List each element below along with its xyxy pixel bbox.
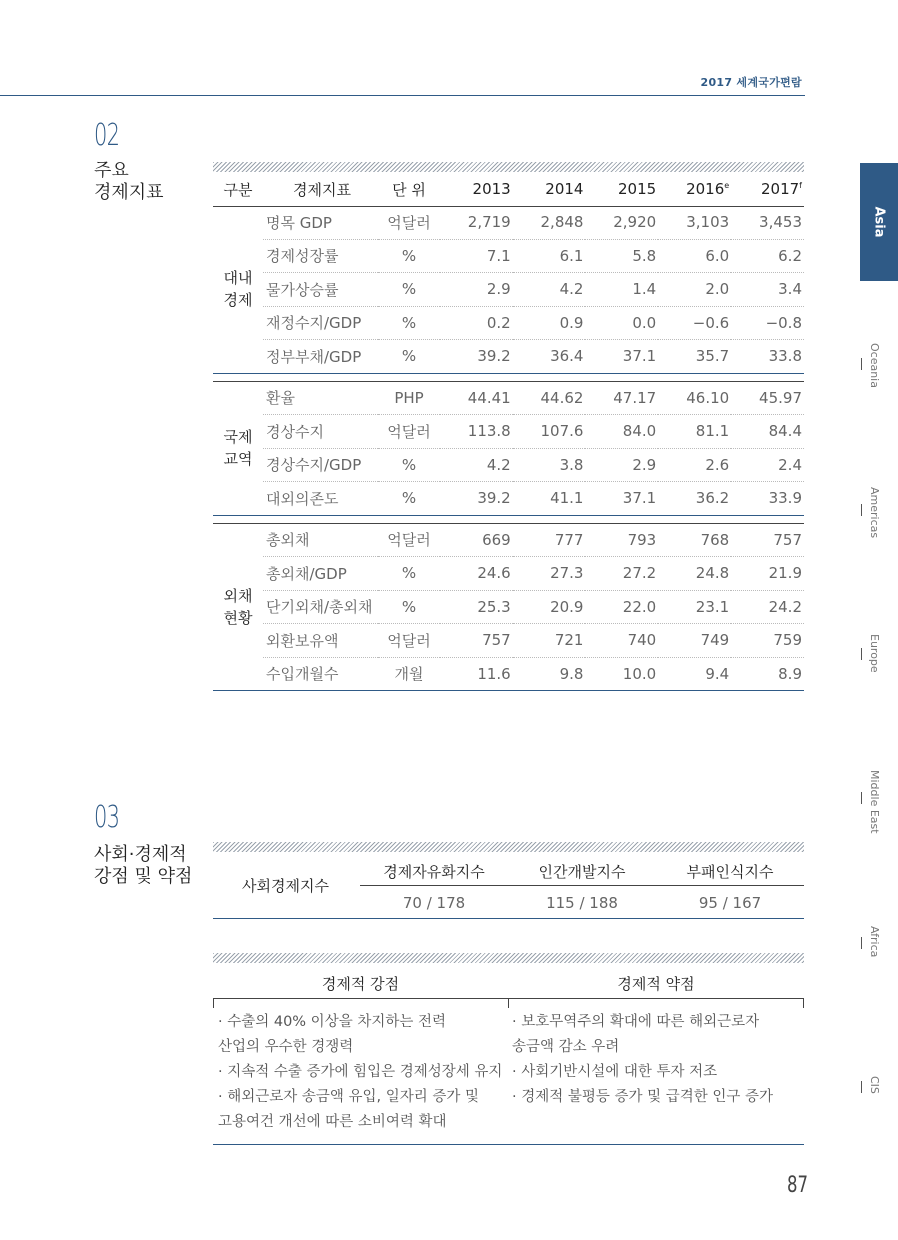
value-cell: 27.2 bbox=[585, 557, 658, 591]
unit-cell: % bbox=[378, 273, 440, 307]
section-number: 02 bbox=[94, 118, 120, 153]
table-row bbox=[213, 415, 804, 449]
side-tab-asia[interactable] bbox=[860, 163, 898, 281]
index-header-rule bbox=[360, 885, 804, 886]
value-cell: 2.0 bbox=[658, 273, 731, 307]
value-cell: 8.9 bbox=[731, 657, 804, 691]
value-cell: −0.8 bbox=[731, 306, 804, 340]
indicator-cell: 수입개월수 bbox=[263, 657, 378, 691]
value-cell: 793 bbox=[585, 523, 658, 557]
side-tab-africa[interactable]: Africa bbox=[868, 926, 881, 958]
value-cell: 2.9 bbox=[440, 273, 513, 307]
index-value: 70 / 178 bbox=[402, 894, 466, 912]
list-item: · 해외근로자 송금액 유입, 일자리 증가 및 고용여건 개선에 따른 소비여력 확대 bbox=[218, 1089, 479, 1130]
list-item: · 보호무역주의 확대에 따른 해외근로자 송금액 감소 우려 bbox=[512, 1014, 760, 1055]
table-row bbox=[213, 590, 804, 624]
value-cell: 768 bbox=[658, 523, 731, 557]
value-cell: 5.8 bbox=[585, 239, 658, 273]
side-tick bbox=[861, 504, 862, 516]
value-cell: 36.4 bbox=[513, 340, 586, 374]
value-cell: 22.0 bbox=[585, 590, 658, 624]
value-cell: 2.6 bbox=[658, 448, 731, 482]
list-item: · 사회기반시설에 대한 투자 저조 bbox=[512, 1064, 718, 1080]
value-cell: 24.8 bbox=[658, 557, 731, 591]
value-cell: 35.7 bbox=[658, 340, 731, 374]
indicator-cell: 대외의존도 bbox=[263, 482, 378, 516]
value-cell: 4.2 bbox=[440, 448, 513, 482]
value-cell: 33.8 bbox=[731, 340, 804, 374]
side-tab-americas[interactable]: Americas bbox=[868, 487, 881, 539]
unit-cell: PHP bbox=[378, 381, 440, 415]
table-row bbox=[213, 482, 804, 516]
strength-header: 경제적 강점 bbox=[321, 975, 400, 993]
column-header: 2016e bbox=[686, 180, 730, 198]
header-superscript: f bbox=[799, 181, 802, 190]
unit-cell: 억달러 bbox=[378, 523, 440, 557]
table-row bbox=[213, 239, 804, 273]
value-cell: 39.2 bbox=[440, 340, 513, 374]
column-header: 2017$^f$ bbox=[760, 180, 802, 198]
unit-cell: 억달러 bbox=[378, 415, 440, 449]
side-tick bbox=[861, 648, 862, 660]
value-cell: 9.8 bbox=[513, 657, 586, 691]
value-cell: 3,103 bbox=[658, 206, 731, 239]
value-cell: 0.9 bbox=[513, 306, 586, 340]
value-cell: 2,848 bbox=[513, 206, 586, 239]
table-header-row bbox=[213, 172, 804, 206]
value-cell: 107.6 bbox=[513, 415, 586, 449]
unit-cell: % bbox=[378, 306, 440, 340]
value-cell: 37.1 bbox=[585, 482, 658, 516]
value-cell: 7.1 bbox=[440, 239, 513, 273]
value-cell: 669 bbox=[440, 523, 513, 557]
table-top-hatch bbox=[213, 842, 804, 852]
value-cell: 39.2 bbox=[440, 482, 513, 516]
value-cell: 84.0 bbox=[585, 415, 658, 449]
indicator-cell: 정부부채/GDP bbox=[263, 340, 378, 374]
indicator-cell: 경상수지/GDP bbox=[263, 448, 378, 482]
side-tab-europe[interactable]: Europe bbox=[868, 634, 881, 673]
list-item: · 지속적 수출 증가에 힘입은 경제성장세 유지 bbox=[218, 1064, 503, 1080]
header-rule bbox=[0, 95, 805, 96]
value-cell: 44.62 bbox=[513, 381, 586, 415]
value-cell: 2.4 bbox=[731, 448, 804, 482]
sw-bottom-rule bbox=[213, 1144, 804, 1145]
value-cell: 24.2 bbox=[731, 590, 804, 624]
value-cell: 81.1 bbox=[658, 415, 731, 449]
unit-cell: % bbox=[378, 448, 440, 482]
category-cell: 국제 교역 bbox=[213, 381, 263, 515]
table-row bbox=[213, 448, 804, 482]
page-number: 87 bbox=[787, 1173, 808, 1198]
value-cell: 757 bbox=[731, 523, 804, 557]
indicator-cell: 명목 GDP bbox=[263, 206, 378, 239]
value-cell: 25.3 bbox=[440, 590, 513, 624]
value-cell: 0.0 bbox=[585, 306, 658, 340]
side-tick bbox=[861, 1081, 862, 1093]
value-cell: 27.3 bbox=[513, 557, 586, 591]
value-cell: 3.8 bbox=[513, 448, 586, 482]
table-top-hatch bbox=[213, 953, 804, 963]
side-tab-cis[interactable]: CIS bbox=[868, 1076, 881, 1094]
value-cell: −0.6 bbox=[658, 306, 731, 340]
value-cell: 47.17 bbox=[585, 381, 658, 415]
value-cell: 740 bbox=[585, 624, 658, 658]
unit-cell: 억달러 bbox=[378, 624, 440, 658]
table-row bbox=[213, 273, 804, 307]
side-tab-oceania[interactable]: Oceania bbox=[868, 343, 881, 388]
value-cell: 6.0 bbox=[658, 239, 731, 273]
table-row bbox=[213, 657, 804, 691]
group-separator bbox=[213, 373, 804, 381]
value-cell: 749 bbox=[658, 624, 731, 658]
index-row-label: 사회경제지수 bbox=[242, 877, 329, 895]
unit-cell: 개월 bbox=[378, 657, 440, 691]
indicator-cell: 환율 bbox=[263, 381, 378, 415]
list-item: · 경제적 불평등 증가 및 급격한 인구 증가 bbox=[512, 1089, 773, 1105]
indicator-cell: 외환보유액 bbox=[263, 624, 378, 658]
unit-cell: % bbox=[378, 239, 440, 273]
table-row bbox=[213, 306, 804, 340]
value-cell: 36.2 bbox=[658, 482, 731, 516]
side-tick bbox=[861, 358, 862, 370]
sw-bracket bbox=[803, 998, 804, 1008]
value-cell: 759 bbox=[731, 624, 804, 658]
value-cell: 21.9 bbox=[731, 557, 804, 591]
value-cell: 9.4 bbox=[658, 657, 731, 691]
value-cell: 4.2 bbox=[513, 273, 586, 307]
side-tab-label: Asia bbox=[871, 206, 887, 238]
value-cell: 2,719 bbox=[440, 206, 513, 239]
value-cell: 3.4 bbox=[731, 273, 804, 307]
indicator-cell: 물가상승률 bbox=[263, 273, 378, 307]
weakness-header: 경제적 약점 bbox=[617, 975, 695, 993]
table-row bbox=[213, 557, 804, 591]
sw-bracket bbox=[213, 998, 214, 1008]
value-cell: 757 bbox=[440, 624, 513, 658]
value-cell: 2.9 bbox=[585, 448, 658, 482]
column-header: 단 위 bbox=[392, 180, 426, 199]
table-row bbox=[213, 624, 804, 658]
index-value: 95 / 167 bbox=[698, 894, 762, 912]
value-cell: 41.1 bbox=[513, 482, 586, 516]
group-separator bbox=[213, 515, 804, 523]
strength-list bbox=[218, 1010, 508, 1135]
category-cell: 대내 경제 bbox=[213, 206, 263, 373]
side-tab-middle-east[interactable]: Middle East bbox=[868, 770, 881, 834]
header-superscript: e bbox=[724, 181, 730, 190]
value-cell: 84.4 bbox=[731, 415, 804, 449]
section-title: 사회·경제적 강점 및 약점 bbox=[94, 844, 193, 887]
index-bottom-rule bbox=[213, 918, 804, 919]
indicator-cell: 총외채 bbox=[263, 523, 378, 557]
value-cell: 10.0 bbox=[585, 657, 658, 691]
value-cell: 3,453 bbox=[731, 206, 804, 239]
value-cell: 23.1 bbox=[658, 590, 731, 624]
index-value: 115 / 188 bbox=[546, 894, 618, 912]
column-header: 구분 bbox=[223, 180, 253, 199]
value-cell: 1.4 bbox=[585, 273, 658, 307]
value-cell: 777 bbox=[513, 523, 586, 557]
index-col-header: 인간개발지수 bbox=[538, 863, 626, 881]
value-cell: 24.6 bbox=[440, 557, 513, 591]
table-row bbox=[213, 206, 804, 239]
value-cell: 2,920 bbox=[585, 206, 658, 239]
value-cell: 45.97 bbox=[731, 381, 804, 415]
value-cell: 721 bbox=[513, 624, 586, 658]
index-col-header: 부패인식지수 bbox=[686, 863, 774, 881]
weakness-list bbox=[512, 1010, 804, 1110]
value-cell: 37.1 bbox=[585, 340, 658, 374]
value-cell: 6.1 bbox=[513, 239, 586, 273]
value-cell: 20.9 bbox=[513, 590, 586, 624]
unit-cell: % bbox=[378, 482, 440, 516]
unit-cell: 억달러 bbox=[378, 206, 440, 239]
value-cell: 113.8 bbox=[440, 415, 513, 449]
value-cell: 11.6 bbox=[440, 657, 513, 691]
value-cell: 33.9 bbox=[731, 482, 804, 516]
indicator-cell: 경상수지 bbox=[263, 415, 378, 449]
list-item: · 수출의 40% 이상을 차지하는 전력 산업의 우수한 경쟁력 bbox=[218, 1014, 446, 1055]
value-cell: 46.10 bbox=[658, 381, 731, 415]
indicator-cell: 경제성장률 bbox=[263, 239, 378, 273]
unit-cell: % bbox=[378, 340, 440, 374]
index-col-header: 경제자유화지수 bbox=[383, 863, 485, 881]
side-tick bbox=[861, 937, 862, 949]
side-tick bbox=[861, 792, 862, 804]
value-cell: 6.2 bbox=[731, 239, 804, 273]
unit-cell: % bbox=[378, 557, 440, 591]
value-cell: 44.41 bbox=[440, 381, 513, 415]
indicator-cell: 단기외채/총외채 bbox=[263, 590, 378, 624]
table-row bbox=[213, 340, 804, 374]
unit-cell: % bbox=[378, 590, 440, 624]
table-row bbox=[213, 523, 804, 557]
section-number: 03 bbox=[94, 800, 120, 835]
column-header: 2014 bbox=[545, 180, 584, 198]
running-header: 2017 세계국가편람 bbox=[700, 76, 802, 89]
indicator-cell: 총외채/GDP bbox=[263, 557, 378, 591]
sw-bracket bbox=[508, 998, 509, 1008]
economic-indicators-table bbox=[213, 172, 804, 691]
column-header: 경제지표 bbox=[293, 180, 351, 199]
table-row bbox=[213, 381, 804, 415]
column-header: 2013 bbox=[472, 180, 511, 198]
section-title: 주요 경제지표 bbox=[94, 160, 164, 203]
indicator-cell: 재정수지/GDP bbox=[263, 306, 378, 340]
table-top-hatch bbox=[213, 162, 804, 172]
column-header: 2015 bbox=[618, 180, 657, 198]
category-cell: 외채 현황 bbox=[213, 523, 263, 691]
value-cell: 0.2 bbox=[440, 306, 513, 340]
